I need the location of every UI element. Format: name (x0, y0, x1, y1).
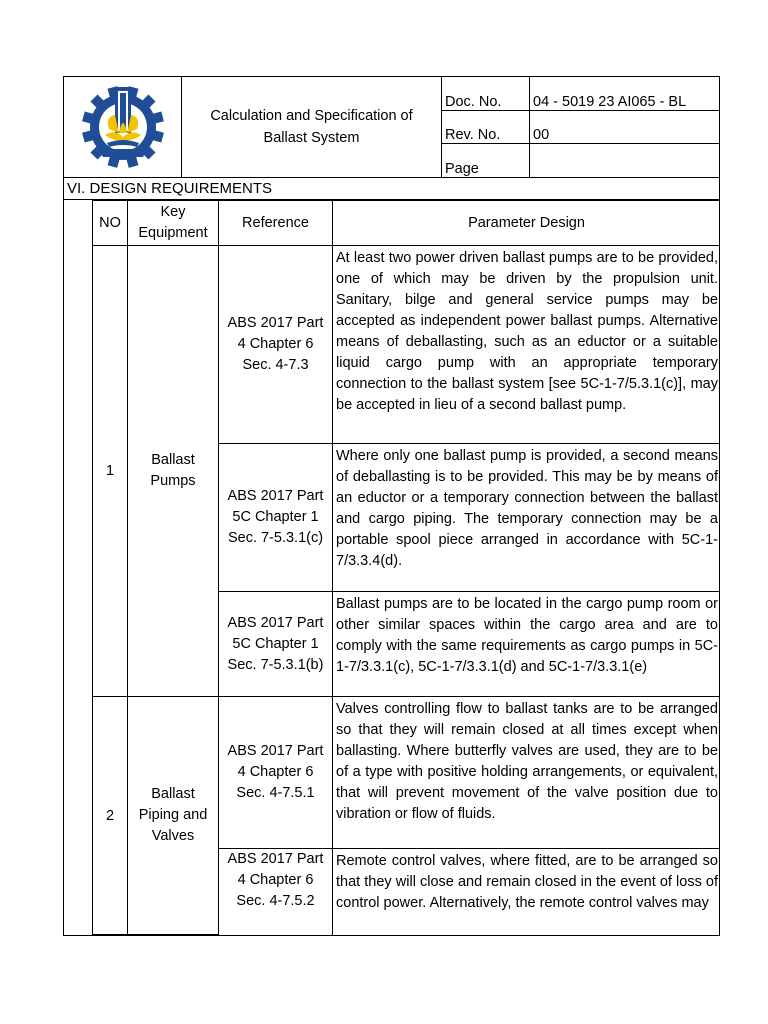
key-equipment (128, 246, 219, 697)
reference-cell (219, 697, 333, 849)
ref-line1: ABS 2017 Part (227, 851, 324, 867)
ref-line2: 4 Chapter 6 (237, 764, 314, 780)
reference-cell (219, 592, 333, 697)
rev-no-value: 00 (530, 110, 720, 144)
design-requirements-table (92, 200, 720, 935)
col-header-equipment-line1: Key (160, 204, 186, 220)
equipment-line3: Valves (151, 828, 195, 844)
ref-line1: ABS 2017 Part (227, 614, 324, 631)
title-line-2: Ballast System (263, 130, 360, 146)
col-header-equipment-line2: Equipment (138, 225, 208, 241)
its-logo-icon (78, 82, 168, 172)
ref-line2: 5C Chapter 1 (232, 635, 319, 652)
key-equipment (128, 697, 219, 935)
ref-line1: ABS 2017 Part (227, 315, 324, 331)
ref-line2: 4 Chapter 6 (237, 336, 314, 352)
col-header-reference: Reference (219, 201, 333, 246)
reference-cell (219, 849, 333, 935)
document-header (63, 76, 720, 178)
doc-no-label: Doc. No. (442, 77, 530, 111)
requirements-container (63, 200, 720, 936)
col-header-no: NO (93, 201, 128, 246)
col-header-equipment (128, 201, 219, 246)
equipment-line1: Ballast (151, 786, 195, 802)
section-title: VI. DESIGN REQUIREMENTS (63, 178, 720, 200)
table-row (93, 697, 721, 849)
col-header-parameter: Parameter Design (333, 201, 721, 246)
page-label: Page (442, 144, 530, 178)
ref-line1: ABS 2017 Part (227, 488, 324, 504)
document-title (182, 77, 442, 178)
ref-line1: ABS 2017 Part (227, 743, 324, 759)
ref-line3: Sec. 4-7.5.2 (236, 893, 315, 909)
ref-line3: Sec. 4-7.5.1 (236, 785, 315, 801)
logo-cell (64, 77, 182, 178)
ref-line3: Sec. 7-5.3.1(c) (227, 530, 324, 546)
table-header-row (93, 201, 721, 246)
page-value (530, 144, 720, 178)
equipment-line2: Pumps (150, 473, 196, 489)
equipment-line1: Ballast (151, 452, 195, 468)
document-page (63, 76, 720, 936)
row-number: 1 (93, 246, 128, 697)
table-row (93, 246, 721, 444)
parameter-cell: Remote control valves, where fitted, are to be arranged so that they will close and remain closed in the event of loss of control power. Alternatively, the remote control valves may (333, 849, 721, 935)
equipment-line2: Piping and (138, 807, 208, 823)
rev-no-label: Rev. No. (442, 110, 530, 144)
title-line-1: Calculation and Specification of (210, 108, 413, 124)
reference-cell (219, 246, 333, 444)
row-number: 2 (93, 697, 128, 935)
doc-no-value: 04 - 5019 23 AI065 - BL (530, 77, 720, 111)
parameter-cell: Where only one ballast pump is provided, a second means of deballasting is to be provided. This may be by means of an eductor or a temporary connection between the ballast and cargo piping. The temporary connection may be a portable spool piece arranged in accordance with 5C-1-7/3.3.4(d). (333, 444, 721, 592)
ref-line3: Sec. 7-5.3.1(b) (227, 656, 324, 673)
parameter-cell: Valves controlling flow to ballast tanks are to be arranged so that they will remain closed at all times except when ballasting. Where butterfly valves are used, they are to be of a type with positive holding arrangements, or equivalent, that will prevent movement of the valve position due to vibration or flow of fluids. (333, 697, 721, 849)
ref-line3: Sec. 4-7.3 (242, 357, 309, 373)
reference-cell (219, 444, 333, 592)
parameter-cell: Ballast pumps are to be located in the cargo pump room or other similar spaces within the cargo area and are to comply with the same requirements as cargo pumps in 5C-1-7/3.3.1(c), 5C-1-7/3.3.1(d) and 5C-1-7/3.3.1(e) (333, 592, 721, 697)
ref-line2: 4 Chapter 6 (237, 872, 314, 888)
parameter-cell: At least two power driven ballast pumps are to be provided, one of which may be driven by the propulsion unit. Sanitary, bilge and general service pumps may be accepted as independent power ballast pumps. Alternative means of deballasting, such as an eductor or a suitable liquid cargo pump with an appropriate temporary connection to the ballast system [see 5C-1-7/5.3.1(c)], may be accepted in lieu of a second ballast pump. (333, 246, 721, 444)
ref-line2: 5C Chapter 1 (232, 509, 319, 525)
